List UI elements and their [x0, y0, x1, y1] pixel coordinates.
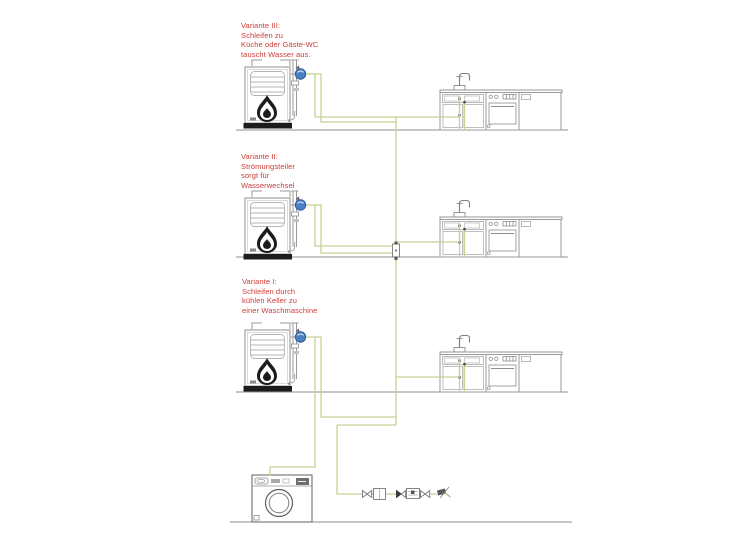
pipe-loop-floor-1-return	[306, 74, 396, 122]
check-valve-icon	[397, 491, 406, 498]
annotation-line: Küche oder Gäste-WC	[241, 40, 319, 50]
annotation-line: Variante II:	[241, 152, 278, 161]
pipe-loop-floor-1-supply	[315, 74, 460, 117]
water-meter-icon	[407, 489, 420, 499]
kitchen-unit-floor-2	[440, 201, 562, 258]
annotation-line: Wasserwechsel	[241, 180, 295, 190]
boiler-unit-floor-3	[244, 323, 306, 392]
annotation-line: tauscht Wasser aus.	[241, 49, 311, 59]
pipe-branch-kitchen-floor-2	[396, 223, 460, 242]
boiler-unit-floor-2	[244, 191, 306, 260]
boiler-unit-floor-1	[244, 60, 306, 129]
pipe-loop-floor-3-return	[306, 337, 396, 417]
building-floor-lines	[230, 130, 572, 522]
water-pipes	[270, 74, 460, 494]
main-tap-icon	[437, 487, 451, 498]
annotation-line: Variante I:	[242, 277, 277, 286]
kitchen-unit-floor-1	[440, 74, 562, 131]
annotation-line: sorgt für	[241, 171, 270, 181]
filter-icon	[374, 489, 386, 500]
annotation-line: Strömungsteiler	[241, 161, 296, 171]
annotation-line: Schleifen zu	[241, 30, 284, 40]
kitchen-unit-floor-3	[440, 336, 562, 393]
annotation-line: kühlen Keller zu	[242, 296, 297, 306]
flow-divider-icon	[393, 242, 400, 261]
pipe-cold-water-feed	[337, 425, 437, 494]
washing-machine	[252, 475, 312, 522]
pipe-branch-kitchen-floor-3	[396, 358, 460, 377]
pipe-loop-floor-2-supply	[315, 205, 393, 246]
annotation-line: einer Waschmaschine	[242, 305, 318, 315]
annotation-line: Schleifen durch	[242, 286, 296, 296]
shutoff-valve-icon	[363, 491, 372, 498]
shutoff-valve-icon	[421, 491, 430, 498]
water-service-assembly	[363, 487, 451, 500]
annotation-line: Variante III:	[241, 21, 281, 30]
